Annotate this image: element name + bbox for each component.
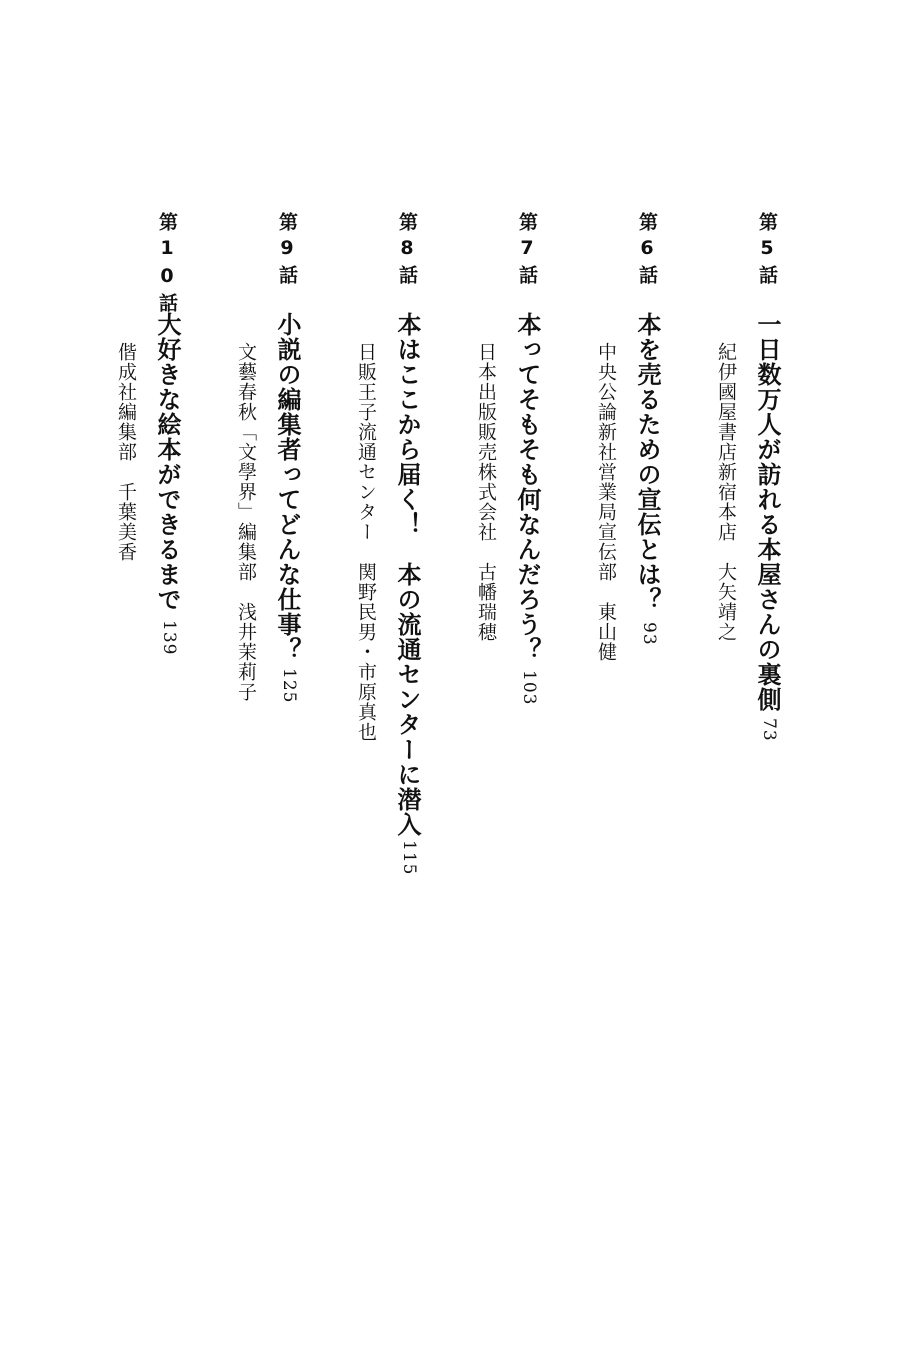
chapter-10 — [100, 0, 230, 1368]
chapter-title: 大好きな絵本ができるまで — [153, 312, 181, 612]
chapter-label: 第7話 — [516, 212, 538, 290]
chapter-title: 一日数万人が訪れる本屋さんの裏側 — [753, 312, 781, 712]
chapter-author: 日販王子流通センター 関野民男・市原真也 — [355, 342, 377, 742]
chapter-5 — [700, 0, 830, 1368]
chapter-author: 偕成社編集部 千葉美香 — [115, 342, 137, 562]
chapter-6 — [580, 0, 710, 1368]
chapter-7 — [460, 0, 590, 1368]
page-number: 73 — [759, 718, 779, 742]
page-number: 93 — [639, 622, 659, 646]
chapter-title: 小説の編集者ってどんな仕事？ — [273, 312, 301, 662]
chapter-label: 第5話 — [756, 212, 778, 290]
chapter-label: 第8話 — [396, 212, 418, 290]
page-number: 139 — [159, 620, 179, 656]
page-number: 115 — [399, 840, 419, 876]
page-number: 103 — [519, 670, 539, 706]
page-number: 125 — [279, 668, 299, 704]
chapter-author: 日本出版販売株式会社 古幡瑞穂 — [475, 342, 497, 642]
chapter-author: 中央公論新社営業局宣伝部 東山健 — [595, 342, 617, 662]
chapter-title: 本を売るための宣伝とは？ — [633, 312, 661, 612]
chapter-8 — [340, 0, 470, 1368]
chapter-title: 本ってそもそも何なんだろう？ — [513, 312, 541, 662]
chapter-label: 第9話 — [276, 212, 298, 290]
chapter-label: 第6話 — [636, 212, 658, 290]
chapter-label: 第10話 — [156, 212, 178, 318]
chapter-author: 文藝春秋「文學界」編集部 浅井茉莉子 — [235, 342, 257, 702]
chapter-author: 紀伊國屋書店新宿本店 大矢靖之 — [715, 342, 737, 642]
chapter-title: 本はここから届く！ 本の流通センターに潜入 — [393, 312, 421, 837]
chapter-9 — [220, 0, 350, 1368]
